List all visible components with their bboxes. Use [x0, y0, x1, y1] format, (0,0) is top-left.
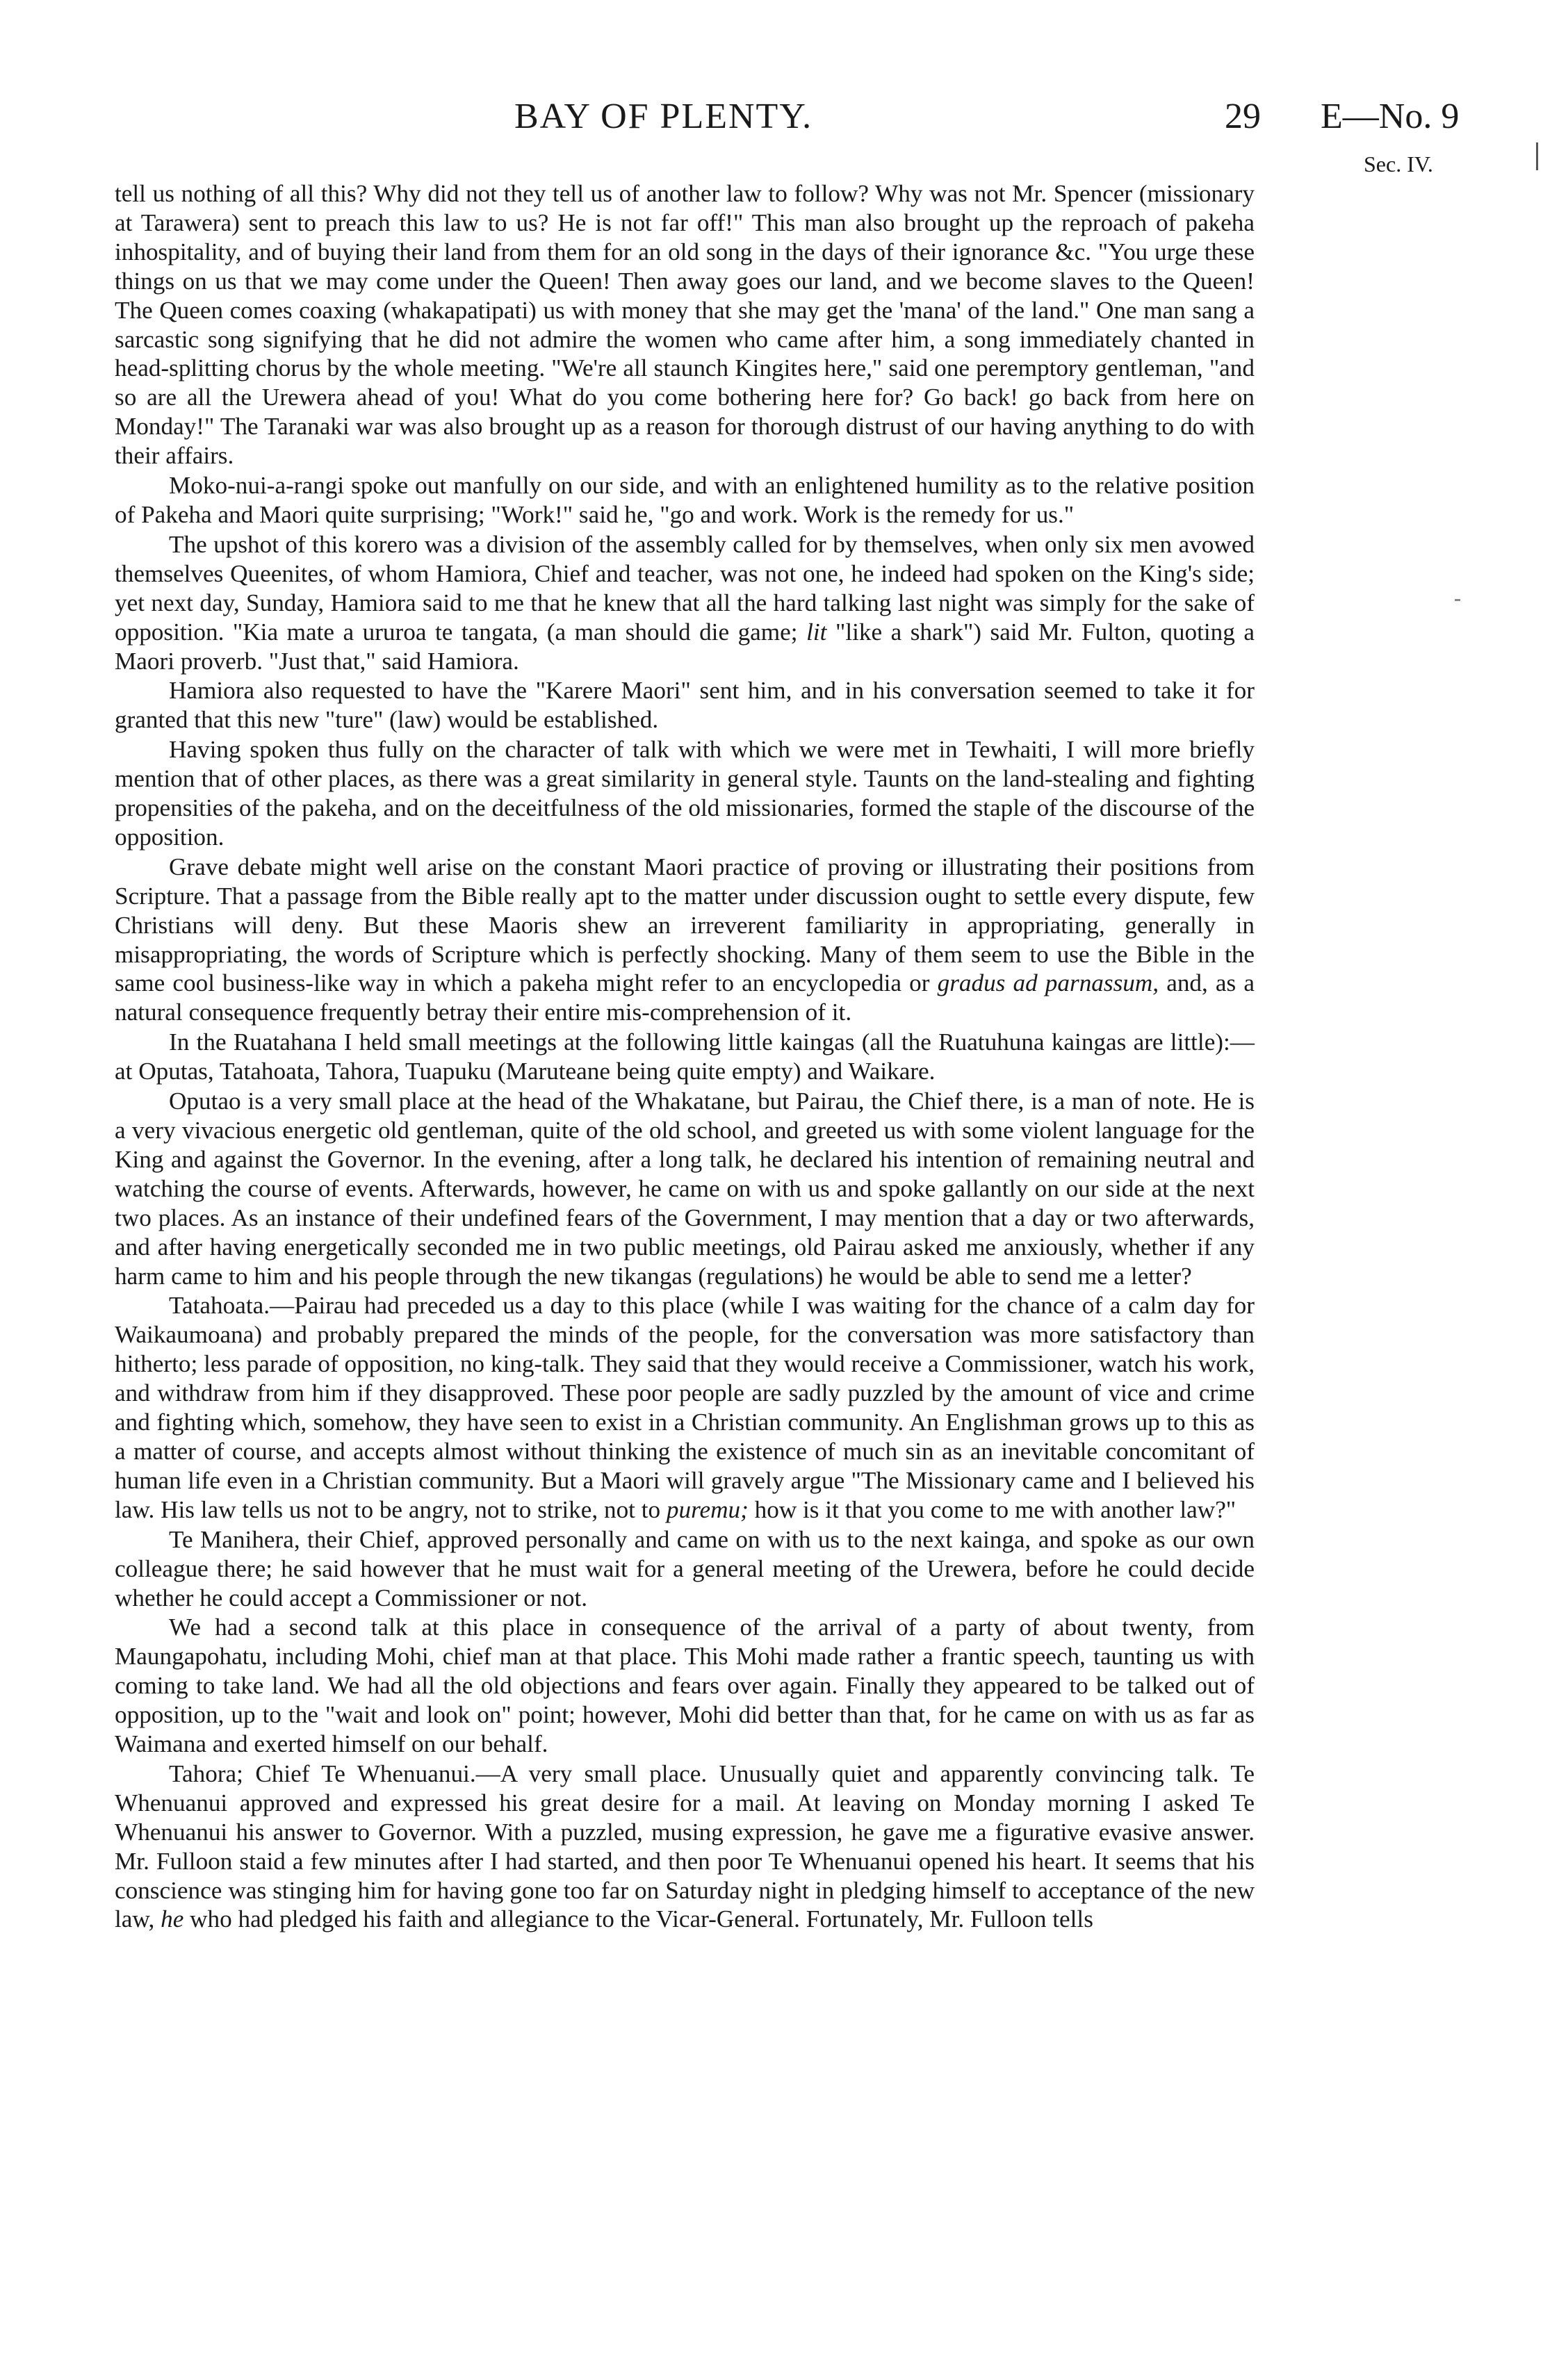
page-number: 29: [1225, 97, 1261, 136]
text-run: Te Manihera, their Chief, approved personally and came on with us to the next kainga, and spoke as our own colleague there; he said however that he must wait for a general meeting of the Urewera, before he could decide whether he could accept a Commissioner or not.: [115, 1525, 1255, 1611]
margin-mark: [1536, 142, 1538, 170]
italic-text-run: lit: [806, 618, 827, 646]
paragraph: [115, 1525, 1255, 1613]
text-run: and, as a natural consequence frequently betray their entire mis-comprehension of it.: [115, 969, 1255, 1026]
margin-speck: [1455, 599, 1460, 601]
paragraph: [115, 471, 1255, 530]
document-number: E—No. 9: [1321, 97, 1460, 136]
text-run: Oputao is a very small place at the head of the Whakatane, but Pairau, the Chief there, is a man of note. He is a very vivacious energetic old gentleman, quite of the old school, and greeted us with some violent language for the King and against the Governor. In the evening, after a long talk, he declared his intention of remaining neutral and watching the course of events. Afterwards, however, he came on with us and spoke gallantly on our side at the next two places. As an instance of their undefined fears of the Government, I may mention that a day or two afterwards, and after having energetically seconded me in two public meetings, old Pairau asked me anxiously, whether if any harm came to him and his people through the new tikangas (regulations) he would be able to send me a letter?: [115, 1088, 1255, 1290]
paragraph: [115, 853, 1255, 1027]
paragraph: [115, 735, 1255, 852]
text-run: Grave debate might well arise on the constant Maori practice of proving or illustrating their positions from Scripture. That a passage from the Bible really apt to the matter under discussion ought to settle every dispute, few Christians will deny. But these Maoris shew an irreverent familiarity in appropriating, generally in misappropriating, the words of Scripture which is perfectly shocking. Many of them seem to use the Bible in the same cool business-like way in which a pakeha might refer to an encyclopedia or: [115, 853, 1255, 997]
text-run: "like a shark") said Mr. Fulton, quoting a Maori proverb. "Just that," said Hamiora.: [115, 618, 1255, 675]
text-run: Moko-nui-a-rangi spoke out manfully on our side, and with an enlightened humility as to the relative position of Pakeha and Maori quite surprising; "Work!" said he, "go and work. Work is the remedy for us.": [115, 472, 1255, 528]
italic-text-run: puremu;: [666, 1495, 749, 1523]
text-run: The upshot of this korero was a division of the assembly called for by themselves, when only six men avowed themselves Queenites, of whom Hamiora, Chief and teacher, was not one, he indeed had spoken on the King's side; yet next day, Sunday, Hamiora said to me that he knew that all the hard talking last night was simply for the sake of opposition. "Kia mate a ururoa te tangata, (a man should die game;: [115, 530, 1255, 646]
text-run: Tatahoata.—Pairau had preceded us a day to this place (while I was waiting for the chance of a calm day for Waikaumoana) and probably prepared the minds of the people, for the conversation was more satisfactory than hitherto; less parade of opposition, no king-talk. They said that they would receive a Commissioner, watch his work, and withdraw from him if they disapproved. These poor people are sadly puzzled by the amount of vice and crime and fighting which, somehow, they have seen to exist in a Christian community. An Englishman grows up to this as a matter of course, and accepts almost without thinking the existence of much sin as an inevitable concomitant of human life even in a Christian community. But a Maori will gravely argue "The Missionary came and I believed his law. His law tells us not to be angry, not to strike, not to: [115, 1292, 1255, 1523]
body-text: [115, 179, 1255, 1934]
paragraph: [115, 1759, 1255, 1934]
italic-text-run: he: [161, 1905, 184, 1933]
text-run: In the Ruatahana I held small meetings at the following little kaingas (all the Ruatuhuna kaingas are little):—at Oputas, Tatahoata, Tahora, Tuapuku (Maruteane being quite empty) and Waikare.: [115, 1028, 1255, 1085]
paragraph: [115, 530, 1255, 676]
text-run: who had pledged his faith and allegiance to the Vicar-General. Fortunately, Mr. Fulloon tells: [183, 1905, 1093, 1933]
running-header-title: BAY OF PLENTY.: [514, 97, 813, 136]
text-run: We had a second talk at this place in consequence of the arrival of a party of about twenty, from Maungapohatu, including Mohi, chief man at that place. This Mohi made rather a frantic speech, taunting us with coming to take land. We had all the old objections and fears over again. Finally they appeared to be talked out of opposition, up to the "wait and look on" point; however, Mohi did better than that, for he came on with us as far as Waimana and exerted himself on our behalf.: [115, 1614, 1255, 1758]
text-run: Tahora; Chief Te Whenuanui.—A very small place. Unusually quiet and apparently convincing talk. Te Whenuanui approved and expressed his great desire for a mail. At leaving on Monday morning I asked Te Whenuanui his answer to Governor. With a puzzled, musing expression, he gave me a figurative evasive answer. Mr. Fulloon staid a few minutes after I had started, and then poor Te Whenuanui opened his heart. It seems that his conscience was stinging him for having gone too far on Saturday night in pledging himself to acceptance of the new law,: [115, 1759, 1255, 1933]
text-run: Having spoken thus fully on the character of talk with which we were met in Tewhaiti, I will more briefly mention that of other places, as there was a great similarity in general style. Taunts on the land-stealing and fighting propensities of the pakeha, and on the deceitfulness of the old missionaries, formed the staple of the discourse of the opposition.: [115, 736, 1255, 851]
section-label: Sec. IV.: [1364, 151, 1433, 177]
paragraph: [115, 1028, 1255, 1086]
text-run: tell us nothing of all this? Why did not they tell us of another law to follow? Why was not Mr. Spencer (missionary at Tarawera) sent to preach this law to us? He is not far off!" This man also brought up the reproach of pakeha inhospitality, and of buying their land from them for an old song in the days of their ignorance &c. "You urge these things on us that we may come under the Queen! Then away goes our land, and we become slaves to the Queen! The Queen comes coaxing (whakapatipati) us with money that she may get the 'mana' of the land." One man sang a sarcastic song signifying that he did not admire the women who came after him, a song immediately chanted in head-splitting chorus by the whole meeting. "We're all staunch Kingites here," said one peremptory gentleman, "and so are all the Urewera ahead of you! What do you come bothering here for? Go back! go back from here on Monday!" The Taranaki war was also brought up as a reason for thorough distrust of our having anything to do with their affairs.: [115, 180, 1255, 470]
text-run: how is it that you come to me with another law?": [748, 1495, 1236, 1523]
paragraph: [115, 1291, 1255, 1524]
paragraph: [115, 1087, 1255, 1290]
text-run: Hamiora also requested to have the "Karere Maori" sent him, and in his conversation seemed to take it for granted that this new "ture" (law) would be established.: [115, 677, 1255, 734]
paragraph: [115, 1613, 1255, 1759]
paragraph: [115, 179, 1255, 470]
paragraph: [115, 676, 1255, 734]
italic-text-run: gradus ad parnassum,: [937, 969, 1159, 997]
